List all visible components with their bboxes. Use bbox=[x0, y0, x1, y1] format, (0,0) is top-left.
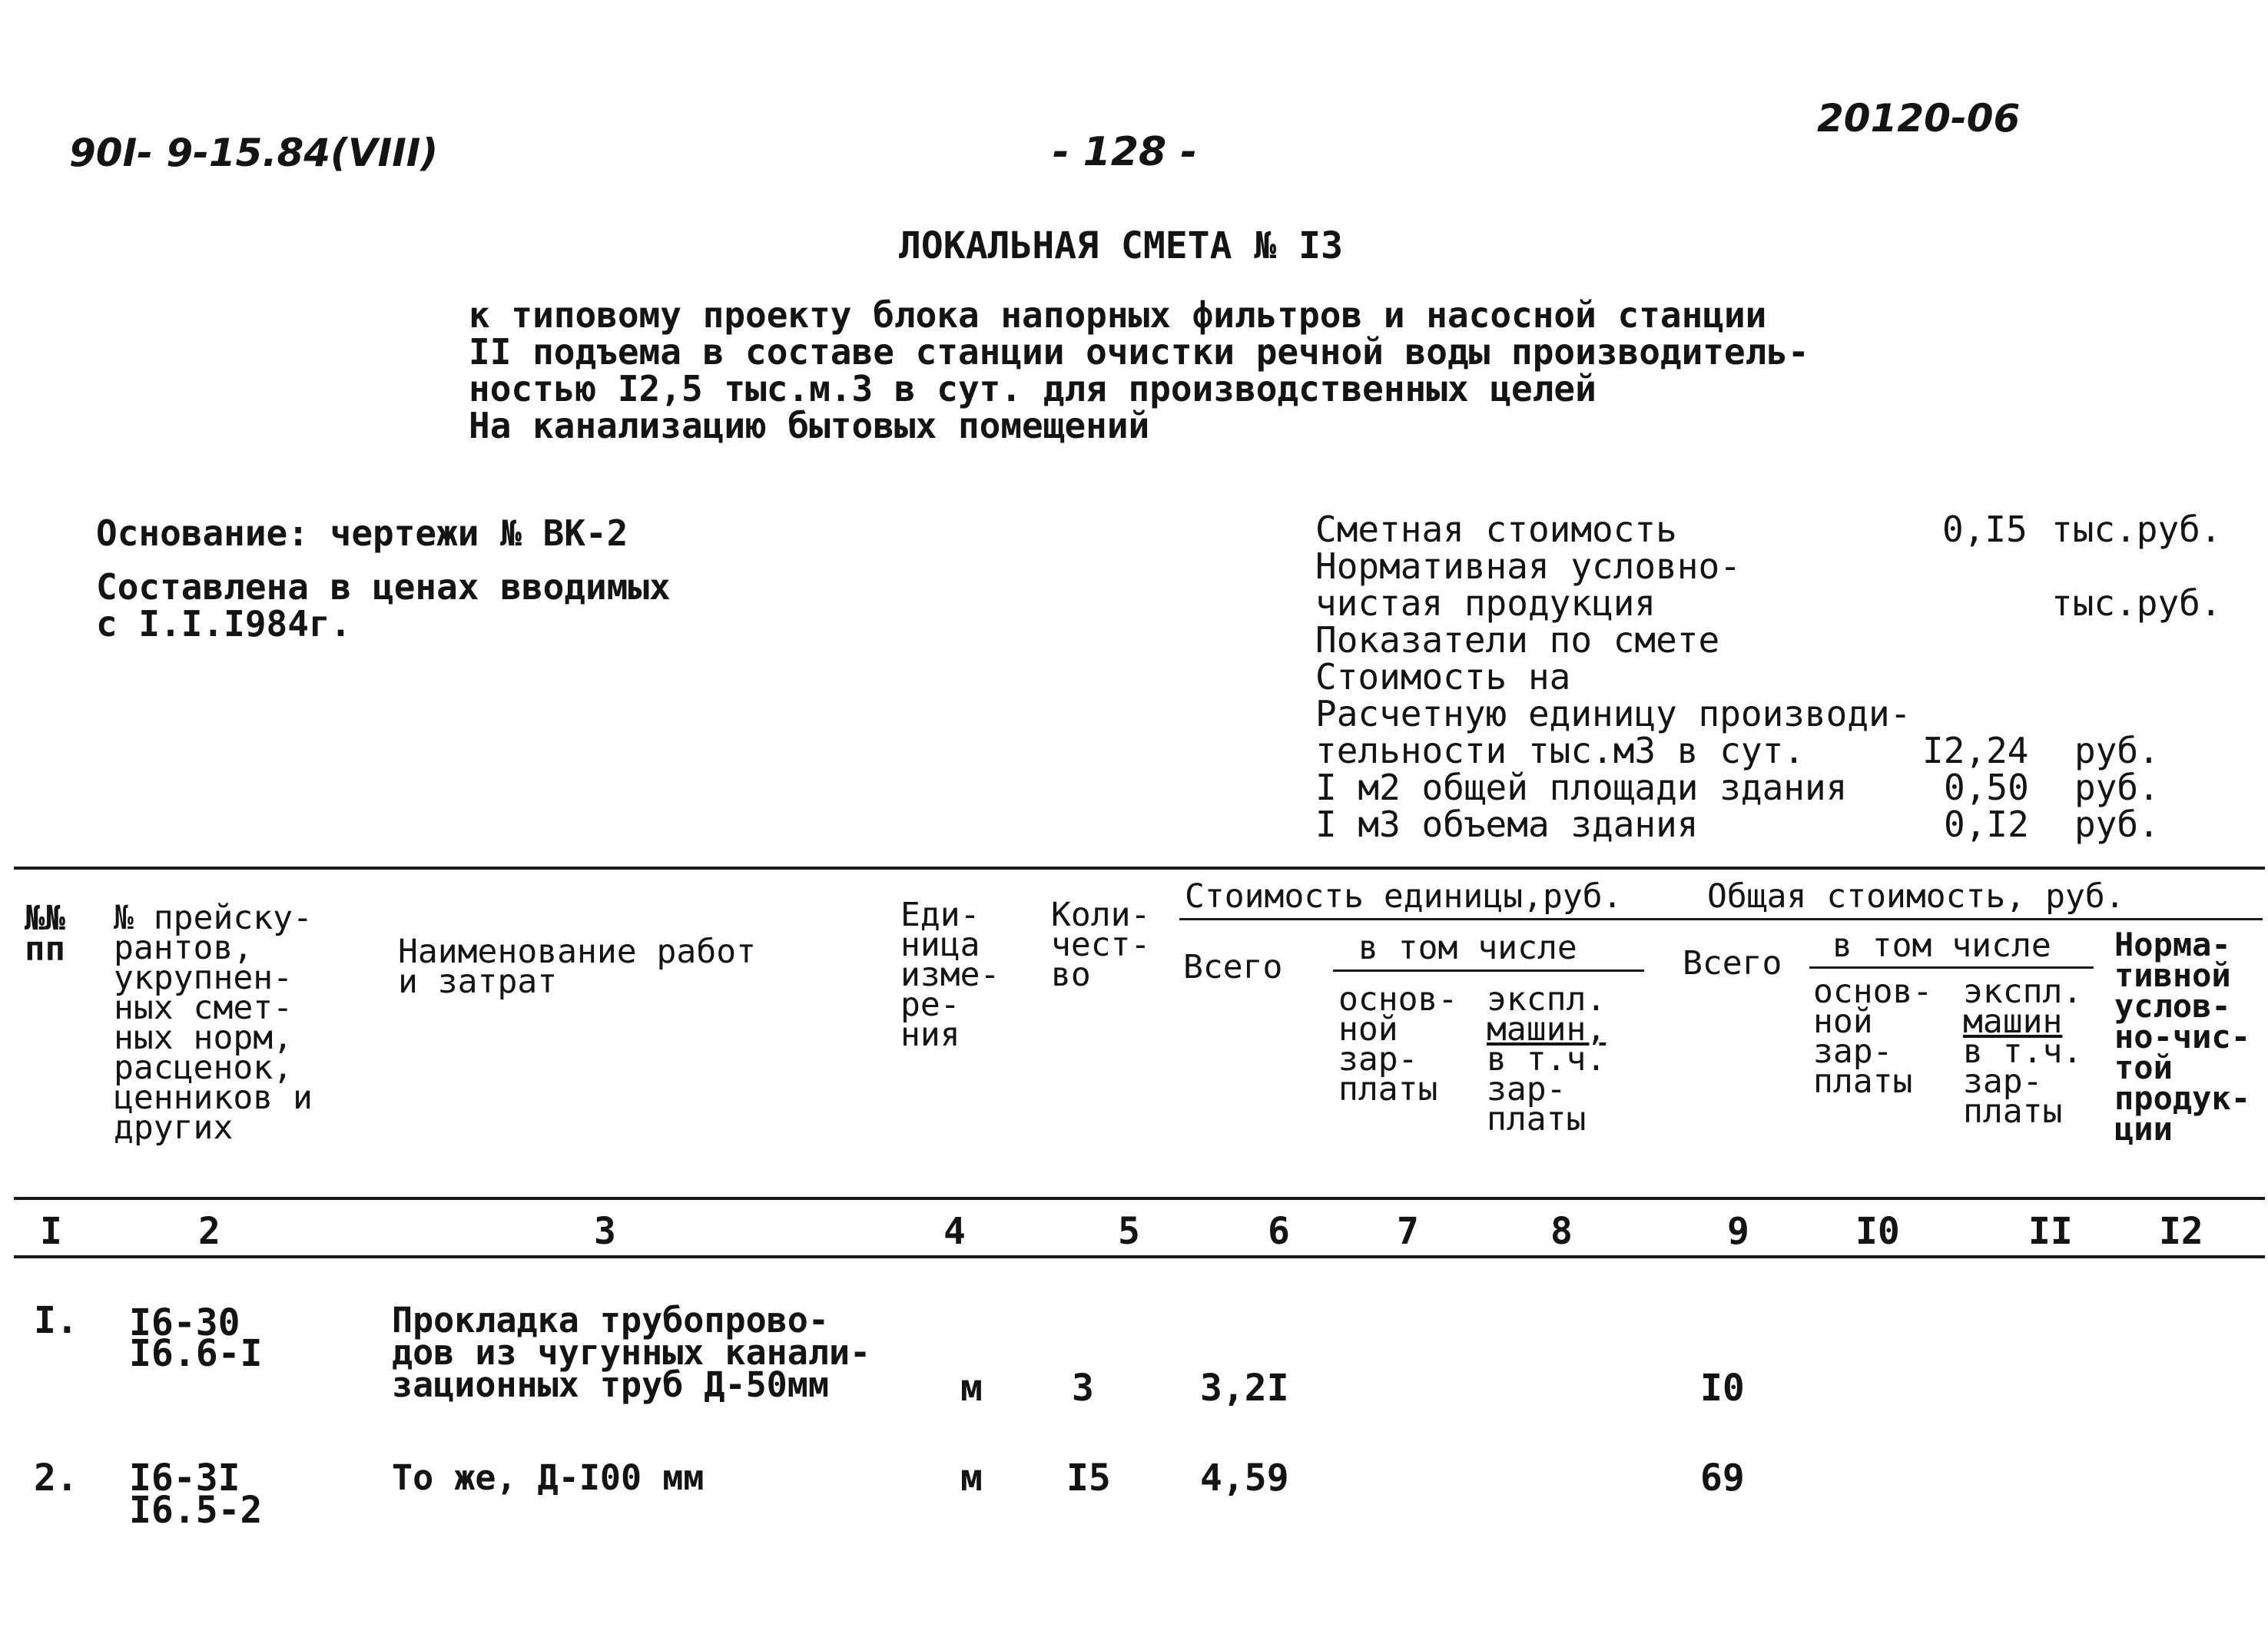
unit-value: I2,24 bbox=[1922, 730, 2029, 771]
row-name-line: дов из чугунных канали- bbox=[392, 1332, 871, 1373]
header-text: зар- bbox=[1487, 1070, 1567, 1109]
header-text: ценников и bbox=[114, 1079, 313, 1117]
header-text: в т.ч. bbox=[1963, 1032, 2083, 1071]
row-code: I6.5-2 bbox=[129, 1489, 263, 1532]
column-numbers-rule bbox=[14, 1255, 2265, 1258]
header-text: платы bbox=[1487, 1100, 1587, 1138]
header-text: ных смет- bbox=[114, 989, 293, 1027]
column-number: 2 bbox=[198, 1210, 220, 1253]
header-total-machines bbox=[1963, 973, 2083, 1131]
header-text: других bbox=[114, 1109, 234, 1147]
estimate-subtitle bbox=[469, 294, 1809, 446]
header-unit-incl: в том числе bbox=[1358, 929, 1577, 967]
row-code: I6-3I bbox=[129, 1457, 240, 1500]
column-number: 6 bbox=[1268, 1210, 1290, 1253]
header-text: той bbox=[2114, 1049, 2173, 1086]
row-1-total: I0 bbox=[1700, 1367, 1745, 1410]
header-text: № прейску- bbox=[114, 899, 313, 937]
cost-per-label: Стоимость на bbox=[1315, 656, 1571, 698]
header-normative-production bbox=[2114, 926, 2251, 1148]
row-2-unit-cost: 4,59 bbox=[1200, 1457, 1289, 1500]
unit-cost-group-rule bbox=[1179, 918, 2263, 920]
header-total-basic-wages bbox=[1813, 973, 1933, 1101]
row-2-unit: м bbox=[960, 1457, 983, 1500]
header-text: основ- bbox=[1813, 973, 1933, 1011]
row-1-quantity: 3 bbox=[1072, 1367, 1094, 1410]
row-1-unit-cost: 3,2I bbox=[1200, 1367, 1289, 1410]
header-text: тивной bbox=[2114, 956, 2231, 994]
column-number: 4 bbox=[943, 1210, 966, 1253]
header-unit-machines bbox=[1487, 980, 1606, 1138]
header-text: в т.ч. bbox=[1487, 1040, 1606, 1079]
document-code: 90I- 9-15.84(VIII) bbox=[69, 131, 439, 175]
header-text: ной bbox=[1338, 1010, 1398, 1049]
volume-label: I м3 объема здания bbox=[1315, 804, 1699, 845]
subtitle-line: к типовому проекту блока напорных фильтров и насосной станции bbox=[469, 294, 1767, 336]
header-row-number bbox=[25, 899, 65, 969]
header-total-total: Всего bbox=[1683, 944, 1782, 983]
basis-prices-line: Составлена в ценах вводимых bbox=[96, 566, 671, 608]
unit-label-1: Расчетную единицу производи- bbox=[1315, 693, 1912, 734]
volume-unit: руб. bbox=[2074, 804, 2160, 845]
header-text: Норма- bbox=[2114, 926, 2231, 963]
header-quantity bbox=[1051, 896, 1151, 994]
column-number: 5 bbox=[1118, 1210, 1140, 1253]
header-text: услов- bbox=[2114, 987, 2231, 1025]
header-work-name bbox=[398, 933, 756, 1001]
volume-value: 0,I2 bbox=[1944, 804, 2029, 845]
unit-unit: руб. bbox=[2074, 730, 2160, 771]
header-text: ре- bbox=[900, 986, 960, 1024]
estimate-title: ЛОКАЛЬНАЯ СМЕТА № I3 bbox=[899, 224, 1343, 267]
normative-label-1: Нормативная условно- bbox=[1315, 545, 1741, 587]
header-text: Еди- bbox=[900, 896, 980, 934]
row-1-codes bbox=[129, 1301, 263, 1375]
column-number: 8 bbox=[1550, 1210, 1573, 1253]
header-text: и затрат bbox=[398, 963, 558, 1001]
page-number: - 128 - bbox=[1053, 129, 1197, 175]
header-price-list bbox=[114, 899, 313, 1147]
row-2-name: То же, Д-I00 мм bbox=[392, 1457, 705, 1498]
header-text: машин, bbox=[1487, 1010, 1606, 1049]
header-unit bbox=[900, 896, 1000, 1054]
normative-unit: тыс.руб. bbox=[2051, 582, 2222, 624]
header-text: ной bbox=[1813, 1003, 1873, 1041]
header-text: ных норм, bbox=[114, 1019, 293, 1057]
row-1-unit: м bbox=[960, 1367, 983, 1410]
column-number: I2 bbox=[2159, 1210, 2203, 1253]
header-unit-cost-group: Стоимость единицы,руб. bbox=[1185, 877, 1623, 916]
row-2-number: 2. bbox=[34, 1457, 78, 1500]
header-text: но-чис- bbox=[2114, 1018, 2251, 1056]
header-text: платы bbox=[1813, 1062, 1913, 1101]
header-text: платы bbox=[1338, 1070, 1438, 1109]
row-code: I6-30 bbox=[129, 1301, 240, 1344]
cost-value: 0,I5 bbox=[1942, 509, 2028, 550]
basis-prices bbox=[96, 566, 671, 645]
basis-drawings: Основание: чертежи № ВК-2 bbox=[96, 512, 628, 554]
header-total-cost-group: Общая стоимость, руб. bbox=[1707, 877, 2125, 916]
header-text: укрупнен- bbox=[114, 959, 293, 997]
header-text: Коли- bbox=[1051, 896, 1151, 934]
row-name-line: Прокладка трубопрово- bbox=[392, 1300, 829, 1341]
area-label: I м2 общей площади здания bbox=[1315, 767, 1848, 808]
column-number: II bbox=[2028, 1210, 2073, 1253]
indicators-label: Показатели по смете bbox=[1315, 619, 1720, 661]
header-text: зар- bbox=[1813, 1032, 1893, 1071]
header-text: ния bbox=[900, 1016, 960, 1054]
header-text: Наименование работ bbox=[398, 933, 756, 971]
column-number: I bbox=[40, 1210, 62, 1253]
header-text: ции bbox=[2114, 1110, 2173, 1148]
normative-label-2: чистая продукция bbox=[1315, 582, 1656, 624]
subtitle-line: ностью I2,5 тыс.м.3 в сут. для производственных целей bbox=[469, 368, 1597, 409]
header-bottom-rule bbox=[14, 1197, 2265, 1200]
header-text: основ- bbox=[1338, 980, 1458, 1019]
cost-unit: тыс.руб. bbox=[2051, 509, 2222, 550]
header-total-incl: в том числе bbox=[1832, 926, 2051, 965]
row-1-name bbox=[392, 1300, 871, 1405]
area-unit: руб. bbox=[2074, 767, 2160, 808]
subtitle-line: II подъема в составе станции очистки речной воды производитель- bbox=[469, 331, 1809, 373]
header-text: экспл. bbox=[1487, 980, 1606, 1019]
header-text: №№ bbox=[25, 899, 65, 938]
area-value: 0,50 bbox=[1944, 767, 2029, 808]
column-number: 3 bbox=[594, 1210, 616, 1253]
header-text: чест- bbox=[1051, 926, 1151, 964]
basis-prices-date: с I.I.I984г. bbox=[96, 603, 352, 645]
row-2-quantity: I5 bbox=[1066, 1457, 1111, 1500]
header-text: пп bbox=[25, 930, 65, 969]
unit-cost-incl-rule bbox=[1333, 969, 1644, 972]
header-unit-basic-wages bbox=[1338, 980, 1458, 1109]
archive-number: 20120-06 bbox=[1817, 96, 2021, 141]
cost-label: Сметная стоимость bbox=[1315, 509, 1677, 550]
header-text: рантов, bbox=[114, 929, 254, 967]
row-name-line: зационных труб Д-50мм bbox=[392, 1364, 829, 1405]
header-text: зар- bbox=[1963, 1062, 2043, 1101]
header-text: экспл. bbox=[1963, 973, 2083, 1011]
column-number: 9 bbox=[1727, 1210, 1749, 1253]
subtitle-line: На канализацию бытовых помещений bbox=[469, 405, 1150, 446]
total-cost-incl-rule bbox=[1809, 966, 2094, 969]
row-1-number: I. bbox=[34, 1299, 78, 1342]
row-2-total: 69 bbox=[1700, 1457, 1745, 1500]
header-text: платы bbox=[1963, 1092, 2063, 1131]
unit-label-2: тельности тыс.м3 в сут. bbox=[1315, 730, 1805, 771]
header-unit-total: Всего bbox=[1183, 948, 1283, 986]
header-text: зар- bbox=[1338, 1040, 1418, 1079]
table-top-rule bbox=[14, 867, 2265, 870]
column-number: I0 bbox=[1855, 1210, 1900, 1253]
header-text: расценок, bbox=[114, 1049, 293, 1087]
row-2-codes bbox=[129, 1457, 263, 1532]
header-text: во bbox=[1051, 956, 1091, 994]
header-text: продук- bbox=[2114, 1079, 2251, 1117]
column-number: 7 bbox=[1397, 1210, 1419, 1253]
summary-labels bbox=[1315, 511, 1911, 843]
row-code: I6.6-I bbox=[129, 1332, 263, 1375]
header-text: изме- bbox=[900, 956, 1000, 994]
header-text: ница bbox=[900, 926, 980, 964]
header-text: машин bbox=[1963, 1003, 2063, 1041]
